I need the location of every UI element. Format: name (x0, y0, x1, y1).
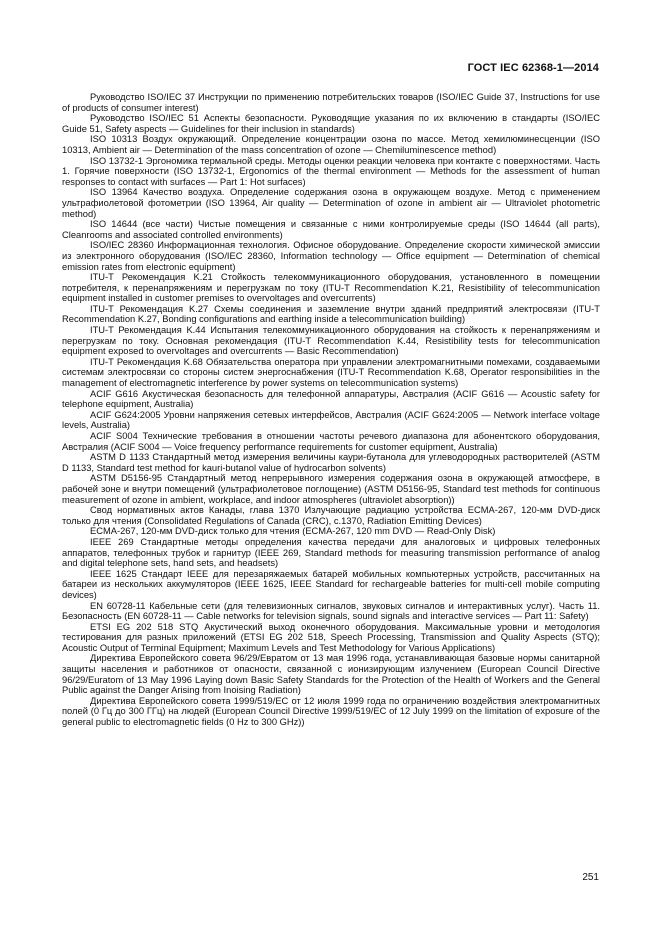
reference-paragraph: ASTM D5156-95 Стандартный метод непрерывного измерения содержания озона в окружающей атмосфере, в рабочей зоне и внутри помещений (ультрафиолетовое поглощение) (ASTM D5156-95, Standard test methods for continuous measurement of ozone in ambient, workplace, and indoor atmospheres (ultraviolet absorption)) (62, 473, 600, 505)
reference-paragraph: ISO/IEC 28360 Информационная технология. Офисное оборудование. Определение скорости химической эмиссии из электронного оборудования (ISO/IEC 28360, Information technology — Office equipment — Determination of chemical emission rates from electronic equipment) (62, 240, 600, 272)
reference-paragraph: ACIF G624:2005 Уровни напряжения сетевых интерфейсов, Австралия (ACIF G624:2005 — Network interface voltage levels, Australia) (62, 409, 600, 431)
reference-paragraph: ACIF S004 Технические требования в отношении частоты речевого диапазона для абонентского оборудования, Австралия (ACIF S004 — Voice frequency performance requirements for customer equipment, Australia) (62, 431, 600, 452)
reference-paragraph: ISO 14644 (все части) Чистые помещения и связанные с ними контролируемые среды (ISO 14644 (all parts), Cleanrooms and associated controlled environments) (62, 219, 600, 240)
reference-paragraph: ACIF G616 Акустическая безопасность для телефонной аппаратуры, Австралия (ACIF G616 — Acoustic safety for telephone equipment, Australia) (62, 388, 600, 410)
reference-paragraph: ISO 13964 Качество воздуха. Определение содержания озона в окружающем воздухе. Метод с применением ультрафиолетовой фотометрии (ISO 13964, Air quality — Determination of ozone in ambient air — Ultraviolet photometric method) (62, 187, 600, 219)
reference-paragraph: Директива Европейского совета 1999/519/EC от 12 июля 1999 года по ограничению воздействия электромагнитных полей (0 Гц до 300 ГГц) на людей (European Council Directive 1999/519/EC of 12 July 1999 on the limitation of exposure of the general public to electromagnetic fields (0 Hz to 300 GHz)) (62, 695, 600, 728)
reference-paragraph: ASTM D 1133 Стандартный метод измерения величины каури-бутанола для углеводородных растворителей (ASTM D 1133, Standard test method for kauri-butanol value of hydrocarbon solvents) (62, 452, 600, 473)
reference-paragraph: IEEE 269 Стандартные методы определения качества передачи для аналоговых и цифровых телефонных аппаратов, телефонных трубок и гарнитур (IEEE 269, Standard methods for measuring transmission performance of analog and digital telephone sets, hand sets, and headsets) (62, 536, 600, 569)
reference-paragraph: Руководство ISO/IEC 37 Инструкции по применению потребительских товаров (ISO/IEC Guide 37, Instructions for use of products of consumer interest) (62, 92, 600, 113)
standard-code-header: ГОСТ IEC 62368-1—2014 (467, 62, 599, 74)
reference-paragraph: ISO 13732-1 Эргономика термальной среды. Методы оценки реакции человека при контакте с поверхностями. Часть 1. Горячие поверхности (ISO 13732-1, Ergonomics of the thermal environment — Methods for the assessment of human responses to contact with surfaces — Part 1: Hot surfaces) (62, 155, 600, 187)
reference-paragraph: Свод нормативных актов Канады, глава 1370 Излучающие радиацию устройства ECMA-267, 120-мм DVD-диск только для чтения (Consolidated Regulations of Canada (CRC), c.1370, Radiation Emitting Devices) (62, 505, 600, 526)
reference-paragraph: Руководство ISO/IEC 51 Аспекты безопасности. Руководящие указания по их включению в стандарты (ISO/IEC Guide 51, Safety aspects — Guidelines for their inclusion in standards) (62, 113, 600, 134)
reference-paragraph: ITU-T Рекомендация K.68 Обязательства оператора при управлении электромагнитными помехами, создаваемыми системам электросвязи со стороны систем энергоснабжения (ITU-T Recommendation K.68, Operator responsibilities in the management of electromagnetic interference by power systems on telecommunication systems) (62, 356, 600, 389)
reference-paragraph: ISO 10313 Воздух окружающий. Определение концентрации озона по массе. Метод хемилюминесценции (ISO 10313, Ambient air — Determination of the mass concentration of ozone — Chemiluminescence method) (62, 134, 600, 155)
page-number: 251 (582, 872, 599, 883)
references-list (62, 92, 600, 728)
reference-paragraph: ITU-T Рекомендация K.44 Испытания телекоммуникационного оборудования на стойкость к перенапряжениям и перегрузкам по току. Основная рекомендация (ITU-T Recommendation K.44, Resistibility tests for telecommunication equipment exposed to overvoltages and overcurrents — Basic Recommendation) (62, 325, 600, 357)
reference-paragraph: EN 60728-11 Кабельные сети (для телевизионных сигналов, звуковых сигналов и интерактивных услуг). Часть 11. Безопасность (EN 60728-11 — Cable networks for television signals, sound signals and interactive services — Part 11: Safety) (62, 600, 600, 622)
reference-paragraph: ETSI EG 202 518 STQ Акустический выход оконечного оборудования. Максимальные уровни и методология тестирования для разных приложений (ETSI EG 202 518, Speech Processing, Transmission and Quality Aspects (STQ); Acoustic Output of Terminal Equipment; Maximum Levels and Test Methodology for Various Applications) (62, 621, 600, 653)
reference-paragraph: ITU-T Рекомендация K.27 Схемы соединения и заземление внутри зданий предприятий электросвязи (ITU-T Recommendation K.27, Bonding configurations and earthing inside a telecommunication building) (62, 303, 600, 325)
reference-paragraph: Директива Европейского совета 96/29/Евратом от 13 мая 1996 года, устанавливающая базовые нормы санитарной защиты населения и работников от опасности, связанной с ионизирующим излучением (European Council Directive 96/29/Euratom of 13 May 1996 Laying down Basic Safety Standards for the Protection of the Health of Workers and the General Public against the Danger Arising from Inoising Radiation) (62, 653, 600, 696)
reference-paragraph: ITU-T Рекомендация K.21 Стойкость телекоммуникационного оборудования, установленного в помещении потребителя, к перенапряжениям и перегрузкам по току (ITU-T Recommendation K.21, Resistibility of telecommunication equipment installed in customer premises to overvoltages and overcurrents) (62, 272, 600, 304)
reference-paragraph: ECMA-267, 120-мм DVD-диск только для чтения (ECMA-267, 120 mm DVD — Read-Only Disk) (90, 526, 496, 537)
reference-paragraph: IEEE 1625 Стандарт IEEE для перезаряжаемых батарей мобильных компьютерных устройств, рассчитанных на батареи из нескольких аккумуляторов (IEEE 1625, IEEE Standard for rechargeable batteries for multi-cell mobile computing devices) (62, 568, 600, 600)
